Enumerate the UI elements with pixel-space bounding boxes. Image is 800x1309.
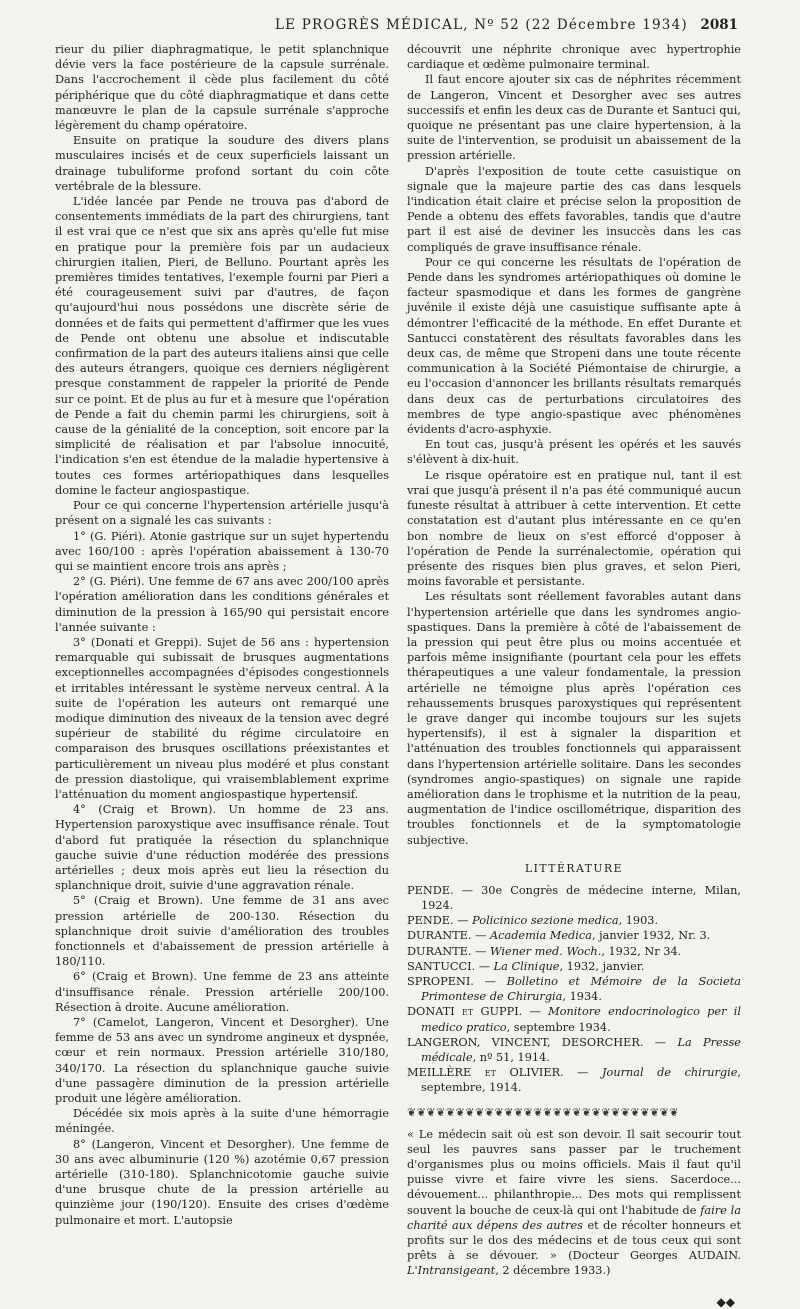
case-item: 2° (G. Piéri). Une femme de 67 ans avec 200/100 après l'opération amélioration dans les conditions générales et diminution de la pression à 165/90 qui persistait encore l'année suivante : <box>55 575 389 634</box>
reference-journal: Monitore endocrinologico per il medico pratico <box>421 1005 741 1034</box>
reference-text: — <box>643 1035 678 1049</box>
literature-reference <box>407 913 741 928</box>
reference-text: — <box>563 1066 602 1080</box>
case-item: 4° (Craig et Brown). Un homme de 23 ans. Hypertension paroxystique avec insuffisance rénale. Tout d'abord fut pratiquée la résection du splanchnique gauche suivie d'une réduction modérée des pressions artérielles ; deux mois après eut lieu la résection du splanchnique droit, suivie d'une aggravation rénale. <box>55 803 389 893</box>
reference-text: — <box>473 974 507 988</box>
running-title: LE PROGRÈS MÉDICAL, Nº 52 (22 Décembre 1934) <box>275 17 688 33</box>
literature-heading: LITTÉRATURE <box>524 861 624 875</box>
reference-details: , 1932, janvier. <box>559 959 645 973</box>
reference-text: — <box>453 914 473 928</box>
reference-author: MEILLÈRE et OLIVIER. <box>407 1066 564 1080</box>
reference-details: , 1932, Nr 34. <box>601 944 682 958</box>
reference-author: LANGERON, VINCENT, DESORCHER. <box>407 1035 644 1049</box>
reference-text: — <box>471 944 490 958</box>
quote-text: , 2 décembre 1933.) <box>495 1264 611 1278</box>
paragraph: découvrit une néphrite chronique avec hypertrophie cardiaque et œdème pulmonaire terminal. <box>407 43 741 72</box>
reference-details: , 1934. <box>562 990 602 1004</box>
literature-list <box>407 883 741 1096</box>
reference-author: SANTUCCI. <box>407 959 476 973</box>
reference-text: — <box>522 1005 549 1019</box>
literature-reference <box>407 959 741 974</box>
reference-author: SPROPENI. <box>407 974 474 988</box>
quote-text: « Le médecin sait où est son devoir. Il sait secourir tout seul les pauvres sans passer par le truchement d'organismes plus ou moins officiels. Mais il faut qu'il puisse vivre et faire vivre les siens. Sacerdoce... dévouement... philanthropie... Des mots qui remplissent souvent la bouche de ceux-là qui ont l'habitude de <box>407 1127 741 1217</box>
reference-journal: Academia Medica <box>489 929 592 943</box>
reference-text: — <box>475 959 494 973</box>
paragraph: Le risque opératoire est en pratique nul, tant il est vrai que jusqu'à présent il n'a pas été communiqué aucun funeste résultat à attribuer à cette intervention. Et cette constatation est d'autant plus intéressante en ce qu'en bon nombre de lieux on s'est efforcé d'opposer à l'opération de Pende la surrénalectomie, opération qui présente des risques bien plus graves, et selon Pieri, moins favorable et persistante. <box>407 468 741 589</box>
reference-journal: La Clinique <box>493 959 560 973</box>
literature-reference <box>407 883 741 913</box>
literature-reference <box>407 1004 741 1034</box>
right-column <box>407 42 741 1309</box>
reference-text: — 30e Congrès de médecine interne, Milan, 1924. <box>421 883 741 912</box>
quote-italic: faire la charité aux dépens des autres <box>407 1203 741 1232</box>
end-ornament: ◆◆ <box>716 1294 735 1309</box>
ornament-divider: ❦❦❦❦❦❦❦❦❦❦❦❦❦❦❦❦❦❦❦❦❦❦❦❦❦❦❦❦ <box>407 1105 680 1119</box>
paragraph: Les résultats sont réellement favorables autant dans l'hypertension artérielle que dans les syndromes angio-spastiques. Dans la première à côté de l'abaissement de la pression qui peut être plus ou moins accentuée et parfois même insignifiante (pourtant cela pour les effets thérapeutiques a une valeur fondamentale, la pression artérielle ne témoigne plus après l'opération ces rehaussements brusques paroxystiques qui représentent le grave danger qui incombe toujours sur les sujets hypertensifs), il est à signaler la disparition et l'atténuation des troubles fonctionnels qui apparaissent dans l'hypertension artérielle solitaire. Dans les secondes (syndromes angio-spastiques) on signale une rapide amélioration dans le trophisme et la nutrition de la peau, augmentation de l'indice oscillométrique, disparition des troubles fonctionnels et de la symptomatologie subjective. <box>407 590 741 847</box>
quote-source-title: L'Intransigeant <box>407 1264 496 1278</box>
reference-journal: Bolletino et Mémoire de la Societa Primontese de Chirurgia <box>421 974 741 1004</box>
reference-journal: Wiener med. Woch. <box>489 944 602 958</box>
reference-journal: La Presse médicale <box>421 1035 741 1064</box>
reference-details: , janvier 1932, Nr. 3. <box>591 929 711 943</box>
paragraph: L'idée lancée par Pende ne trouva pas d'abord de consentements immédiats de la part des chirurgiens, tant il est vrai que ce n'est que six ans après qu'elle fut mise en pratique pour la première fois par un audacieux chirurgien italien, Pieri, de Belluno. Pourtant après les premières timides tentatives, l'exemple fourni par Pieri a été courageusement suivi par d'autres, de façon qu'aujourd'hui nous possédons une discrète série de données et de faits qui permettent d'affirmer que les vues de Pende ont obtenu une absolue et indiscutable confirmation de la part des auteurs italiens ainsi que celle des auteurs étrangers, quoique ces derniers négligèrent presque constamment de rappeler la priorité de Pende sur ce point. Et de plus au fur et à mesure que l'opération de Pende a fait du chemin parmi les chirurgiens, soit à cause de la génialité de la conception, soit encore par la simplicité de réalisation et par l'absolue innocuité, l'indication s'en est étendue de la maladie hypertensive à toutes ces formes artériopathiques dans lesquelles domine le facteur angiospastique. <box>55 195 389 497</box>
reference-details: , septembre 1934. <box>506 1020 611 1034</box>
paragraph: Pour ce qui concerne l'hypertension artérielle jusqu'à présent on a signalé les cas suivants : <box>55 499 389 528</box>
reference-author: DURANTE. <box>407 929 472 943</box>
reference-author: PENDE. <box>407 883 454 897</box>
quote-paragraph <box>407 1127 741 1279</box>
paragraph: Il faut encore ajouter six cas de néphrites récemment de Langeron, Vincent et Desorgher avec ses autres successifs et enfin les deux cas de Durante et Santuci qui, quoique ne présentant pas une claire hypertension, à la suite de l'intervention, se produisit un abaissement de la pression artérielle. <box>407 73 741 163</box>
paragraph: Ensuite on pratique la soudure des divers plans musculaires incisés et de ceux superficiels laissant un drainage tubuliforme profond sortant du coin côte vertébrale de la blessure. <box>55 134 389 193</box>
reference-author: PENDE. <box>407 914 454 928</box>
case-item: 3° (Donati et Greppi). Sujet de 56 ans : hypertension remarquable qui subissait de brusques augmentations exceptionnelles accompagnées d'épisodes congestionnels et irritables intéressant le système nerveux central. À la suite de l'opération les auteurs ont remarqué une modique diminution des niveaux de la tension avec degré supérieur de stabilité du régime circulatoire en comparaison des brusques oscillations préexistantes et particulièrement un niveau plus modéré et plus constant de pression diastolique, qui vraisemblablement exprime l'atténuation du moment angiospastique hypertensif. <box>55 635 389 801</box>
left-column <box>55 42 389 1309</box>
case-item: 8° (Langeron, Vincent et Desorgher). Une femme de 30 ans avec albuminurie (120 %) azotémie 0,67 pression artérielle (310-180). Splanchnicotomie gauche suivie d'une brusque chute de la pression artérielle au quinzième jour (190/120). Ensuite des crises d'œdème pulmonaire et mort. L'autopsie <box>55 1137 389 1227</box>
reference-details: , 1903. <box>618 914 659 928</box>
literature-reference <box>407 974 741 1004</box>
case-item: 5° (Craig et Brown). Une femme de 31 ans avec pression artérielle de 200-130. Résection du splanchnique droit suivie d'amélioration des troubles fonctionnels et d'abaissement de pression artérielle à 180/110. <box>55 894 389 969</box>
paragraph: Décédée six mois après à la suite d'une hémorragie méningée. <box>55 1107 389 1136</box>
reference-text: — <box>471 929 490 943</box>
paragraph: En tout cas, jusqu'à présent les opérés et les sauvés s'élèvent à dix-huit. <box>407 438 741 467</box>
quote-text: et de récolter honneurs et profits sur le dos des médecins et de tous ceux qui sont prêts à se dévouer. » (Docteur Georges AUDAIN. <box>407 1218 742 1263</box>
paragraph: Pour ce qui concerne les résultats de l'opération de Pende dans les syndromes artériopathiques où domine le facteur spasmodique et dans les formes de gangrène juvénile il existe déjà une casuistique suffisante apte à démontrer l'efficacité de la méthode. En effet Durante et Santucci constatèrent des résultats favorables dans les deux cas, de même que Stropeni dans une toute récente communication à la Société Piémontaise de chirurgie, a eu l'occasion d'annoncer les brillants résultats remarqués dans deux cas de perturbations circulatoires des membres de type angio-spastique avec phénomènes évidents d'acro-asphyxie. <box>407 255 741 437</box>
literature-reference <box>407 944 741 959</box>
reference-journal: Journal de chirurgie <box>602 1066 738 1080</box>
reference-details: , nº 51, 1914. <box>472 1051 550 1064</box>
reference-details: , septembre, 1914. <box>421 1066 741 1095</box>
reference-author: DONATI et GUPPI. <box>407 1005 523 1019</box>
reference-journal: Policinico sezione medica <box>472 914 619 928</box>
case-item: 6° (Craig et Brown). Une femme de 23 ans atteinte d'insuffisance rénale. Pression artérielle 200/100. Résection à droite. Aucune amélioration. <box>55 970 389 1014</box>
literature-reference <box>407 1065 741 1095</box>
paragraph: rieur du pilier diaphragmatique, le petit splanchnique dévie vers la face postérieure de la capsule surrénale. Dans l'accrochement il cède plus facilement du côté périphérique que du côté diaphragmatique et dans cette manœuvre le plan de la capsule surrénale s'approche légèrement du champ opératoire. <box>55 43 389 133</box>
case-item: 1° (G. Piéri). Atonie gastrique sur un sujet hypertendu avec 160/100 : après l'opération abaissement à 130-70 qui se maintient encore trois ans après ; <box>55 529 389 573</box>
paragraph: D'après l'exposition de toute cette casuistique on signale que la majeure partie des cas dans lesquels l'indication était claire et précise selon la proposition de Pende a obtenu des effets favorables, tandis que d'autre part il est aisé de deviner les insuccès dans les cas compliqués de grave insuffisance rénale. <box>407 164 741 254</box>
page-number: 2081 <box>700 17 738 33</box>
page-header <box>55 0 742 42</box>
literature-reference <box>407 928 741 943</box>
reference-author: DURANTE. <box>407 944 472 958</box>
case-item: 7° (Camelot, Langeron, Vincent et Desorgher). Une femme de 53 ans avec un syndrome angineux et dyspnée, cœur et rein normaux. Pression artérielle 310/180, 340/170. La résection du splanchnique gauche suivie d'une passagère diminution de la pression artérielle produit une légère amélioration. <box>55 1016 389 1106</box>
